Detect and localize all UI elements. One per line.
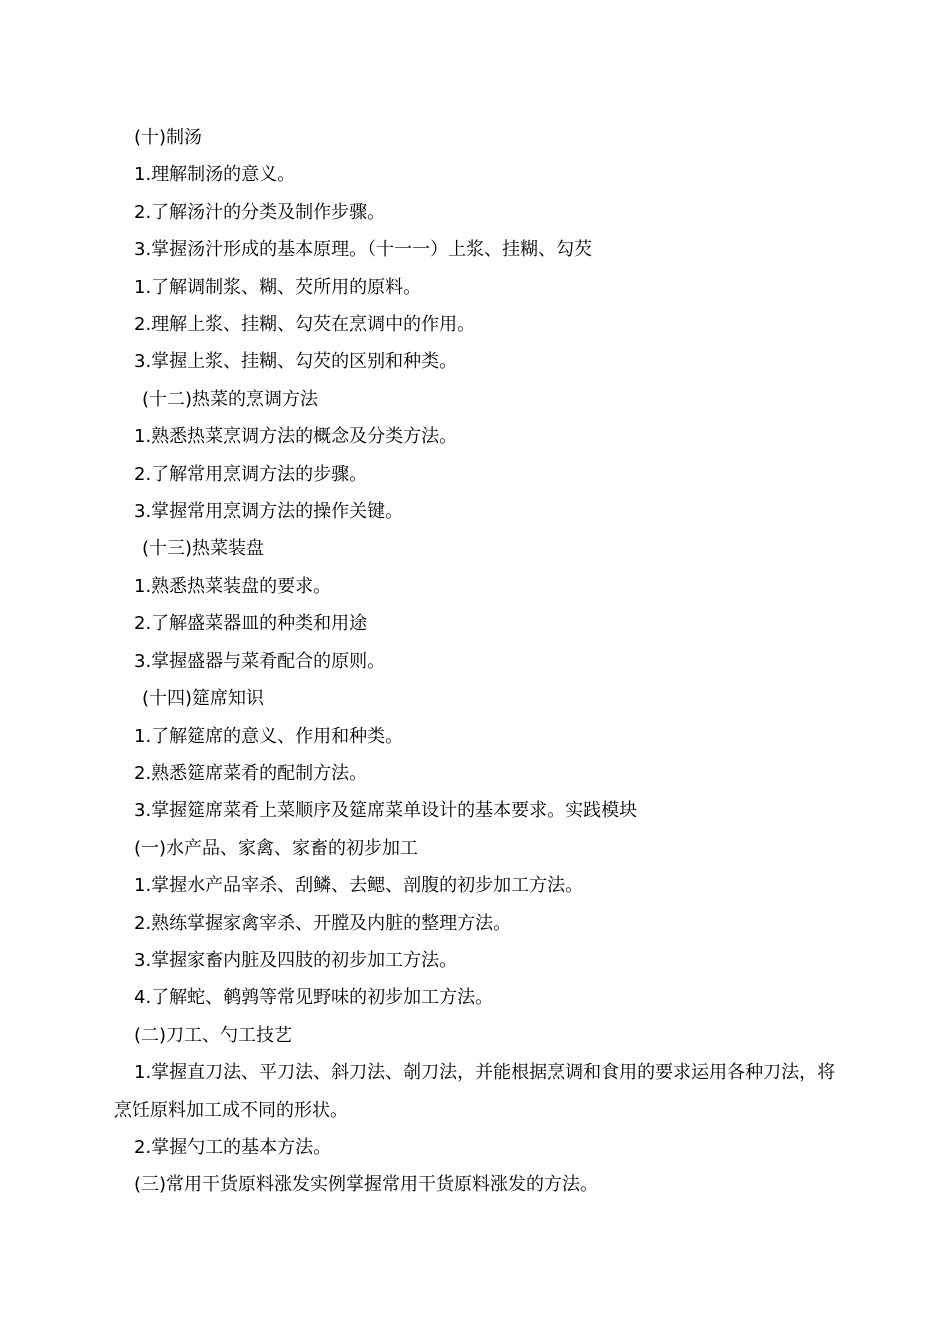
list-item: 3.掌握家畜内脏及四肢的初步加工方法。 bbox=[134, 949, 458, 971]
list-item: 2.熟悉筵席菜肴的配制方法。 bbox=[134, 762, 368, 784]
list-item: 3.掌握筵席菜肴上菜顺序及筵席菜单设计的基本要求。实践模块 bbox=[134, 800, 638, 822]
document-body bbox=[114, 119, 836, 1204]
list-item: 3.掌握常用烹调方法的操作关键。 bbox=[134, 501, 404, 523]
wrapped-paragraph: 1.掌握直刀法、平刀法、斜刀法、剞刀法，并能根据烹调和食用的要求运用各种刀法，将烹饪原料加工成不同的形状。 bbox=[114, 1062, 836, 1121]
list-item: 2.了解汤汁的分类及制作步骤。 bbox=[134, 201, 386, 223]
list-item: 4.了解蛇、鹌鹑等常见野味的初步加工方法。 bbox=[134, 987, 494, 1009]
section-heading: (三)常用干货原料涨发实例掌握常用干货原料涨发的方法。 bbox=[134, 1174, 599, 1196]
list-item: 3.掌握上浆、挂糊、勾芡的区别和种类。 bbox=[134, 351, 458, 373]
list-item: 1.了解调制浆、糊、芡所用的原料。 bbox=[134, 276, 422, 298]
list-item: 2.熟练掌握家禽宰杀、开膛及内脏的整理方法。 bbox=[134, 912, 512, 934]
list-item: 2.了解盛菜器皿的种类和用途 bbox=[134, 613, 368, 635]
section-heading: (一)水产品、家禽、家畜的初步加工 bbox=[134, 837, 419, 859]
list-item: 1.熟悉热菜烹调方法的概念及分类方法。 bbox=[134, 426, 458, 448]
list-item: 2.理解上浆、挂糊、勾芡在烹调中的作用。 bbox=[134, 314, 476, 336]
section-heading: (十)制汤 bbox=[134, 127, 203, 148]
list-item: 2.了解常用烹调方法的步骤。 bbox=[134, 463, 368, 485]
list-item: 2.掌握勺工的基本方法。 bbox=[134, 1136, 332, 1158]
list-item: 3.掌握盛器与菜肴配合的原则。 bbox=[134, 650, 386, 672]
section-heading: (二)刀工、勺工技艺 bbox=[134, 1024, 293, 1046]
list-item: 1.掌握水产品宰杀、刮鳞、去鳃、剖腹的初步加工方法。 bbox=[134, 875, 584, 897]
section-heading: (十四)筵席知识 bbox=[142, 688, 265, 710]
list-item: 1.理解制汤的意义。 bbox=[134, 164, 296, 186]
section-heading: (十三)热菜装盘 bbox=[142, 538, 265, 560]
list-item: 1.了解筵席的意义、作用和种类。 bbox=[134, 725, 404, 747]
list-item: 1.熟悉热菜装盘的要求。 bbox=[134, 575, 332, 597]
list-item: 3.掌握汤汁形成的基本原理。（十一一）上浆、挂糊、勾芡 bbox=[134, 239, 593, 261]
section-heading: (十二)热菜的烹调方法 bbox=[142, 388, 319, 410]
